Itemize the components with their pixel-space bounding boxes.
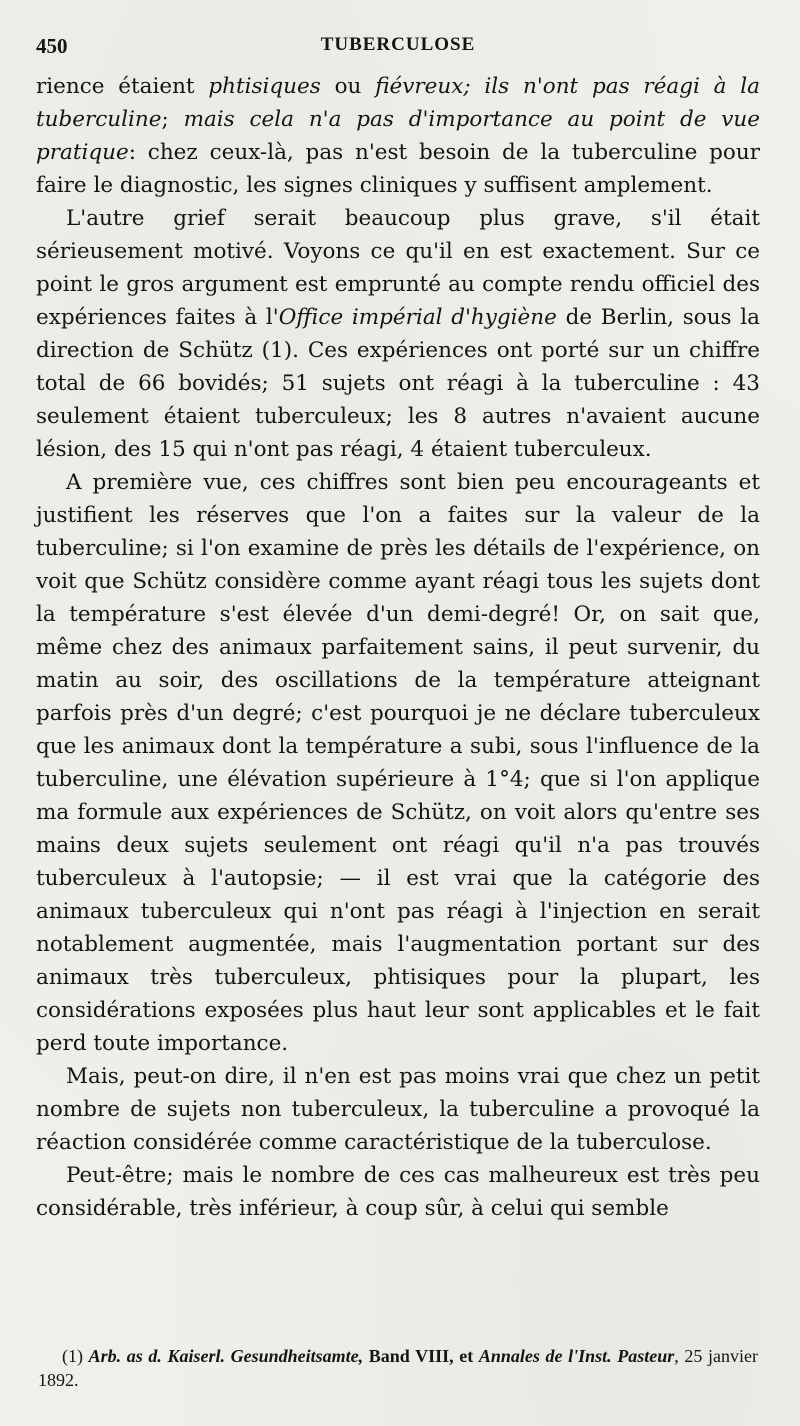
p1-text-4: : chez ceux-là, pas n'est besoin de la tuberculine pour faire le diagnostic, les signes cliniques y suffisent amplement.: [36, 140, 760, 198]
p2-text-1: L'autre grief serait beaucoup plus grave, s'il était sérieusement motivé. Voyons ce qu'il en est exactement. Sur ce point le gros argument est emprunté au compte rendu officiel des expériences faites à l': [36, 206, 760, 330]
paragraph-2: [36, 202, 760, 466]
paragraph-5: Peut-être; mais le nombre de ces cas malheureux est très peu considérable, très inférieur, à coup sûr, à celui qui semble: [36, 1163, 760, 1221]
footnote-marker: (1): [62, 1346, 89, 1366]
p1-text-3: ;: [161, 107, 184, 132]
paragraph-3: A première vue, ces chiffres sont bien peu encourageants et justifient les réserves que l'on a faites sur la valeur de la tuberculine; si l'on examine de près les détails de l'expérience, on voit que Schütz considère comme ayant réagi tous les sujets dont la température s'est élevée d'un demi-degré! Or, on sait que, même chez des animaux parfaitement sains, il peut survenir, du matin au soir, des oscillations de la température atteignant parfois près d'un degré; c'est pourquoi je ne déclare tuberculeux que les animaux dont la température a subi, sous l'influence de la tuberculine, une élévation supérieure à 1°4; que si l'on applique ma formule aux expériences de Schütz, on voit alors qu'entre ses mains deux sujets seulement ont réagi qu'il n'a pas trouvés tuberculeux à l'autopsie; — il est vrai que la catégorie des animaux tuberculeux qui n'ont pas réagi à l'injection en serait notablement augmentée, mais l'augmentation portant sur des animaux très tuberculeux, phtisiques pour la plupart, les considérations exposées plus haut leur sont applicables et le fait perd toute importance.: [36, 470, 760, 1056]
footnote-1: [38, 1344, 758, 1392]
footnotes: [38, 1344, 758, 1392]
footnote-band: Band VIII, et: [363, 1346, 479, 1366]
paragraph-1: [36, 70, 760, 202]
paragraph-4: Mais, peut-on dire, il n'en est pas moins vrai que chez un petit nombre de sujets non tuberculeux, la tuberculine a provoqué la réaction considérée comme caractéristique de la tuberculose.: [36, 1064, 760, 1155]
page-header: [36, 34, 760, 60]
body-text: [36, 70, 760, 1225]
p1-italic-2: fiévreux; ils n'ont pas réagi à la tuberculine: [36, 74, 760, 132]
footnote-source-1: Arb. as d. Kaiserl. Gesundheitsamte,: [88, 1346, 364, 1366]
p1-italic-3: mais cela n'a pas d'importance au point de vue pratique: [36, 107, 760, 165]
footnote-source-2: Annales de l'Inst. Pasteur: [478, 1346, 675, 1366]
p1-text-2: ou: [320, 74, 376, 99]
page-number: 450: [36, 34, 68, 58]
p1-text-1: rience étaient: [36, 74, 209, 99]
footnote-date: , 25 janvier 1892.: [38, 1346, 759, 1390]
p1-italic-1: phtisiques: [208, 74, 321, 99]
p2-text-2: de Berlin, sous la direction de Schütz (1). Ces expériences ont porté sur un chiffre total de 66 bovidés; 51 sujets ont réagi à la tuberculine : 43 seulement étaient tuberculeux; les 8 autres n'avaient aucune lésion, des 15 qui n'ont pas réagi, 4 étaient tuberculeux.: [36, 305, 761, 462]
p2-italic-1: Office impérial d'hygiène: [278, 305, 557, 330]
running-title: TUBERCULOSE: [320, 34, 476, 55]
